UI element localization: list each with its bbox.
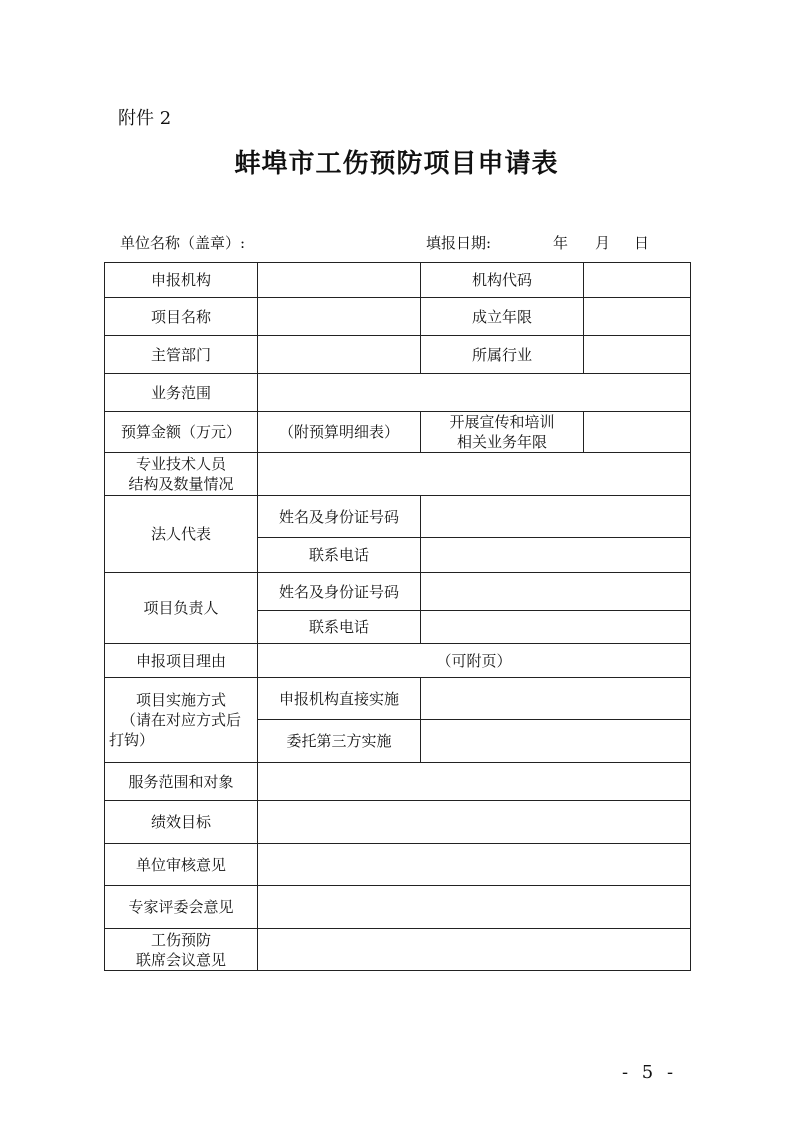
project-name-value-cell[interactable] [258,298,421,336]
legal-rep-phone-label: 联系电话 [258,538,421,573]
project-lead-phone-value-cell[interactable] [421,611,691,644]
expert-review-label: 专家评委会意见 [105,886,258,929]
supervisor-dept-value-cell[interactable] [258,336,421,374]
reason-value-cell[interactable]: （可附页） [258,644,691,678]
year-label: 年 [553,234,569,252]
supervisor-dept-label: 主管部门 [105,336,258,374]
training-years-value-cell[interactable] [584,412,691,453]
staff-label-line2: 结构及数量情况 [128,475,234,493]
project-lead-phone-label: 联系电话 [258,611,421,644]
page-number: - 5 - [622,1062,678,1083]
form-row-reason [105,644,691,678]
form-row-method-direct [105,678,691,720]
method-third-party-check-cell[interactable] [421,720,691,763]
month-label: 月 [595,234,611,252]
method-label-line1: 项目实施方式 [135,691,226,709]
service-scope-label: 服务范围和对象 [105,763,258,801]
org-value-cell[interactable] [258,263,421,298]
performance-goal-label: 绩效目标 [105,801,258,844]
legal-rep-label: 法人代表 [105,496,258,573]
joint-meeting-label-line2: 联席会议意见 [135,950,226,969]
industry-label: 所属行业 [421,336,584,374]
form-row-budget [105,412,691,453]
form-row-legal-rep-id [105,496,691,538]
attachment-label: 附件 2 [118,108,172,129]
training-years-label-line1: 开展宣传和培训 [449,413,555,431]
form-row-expert-review [105,886,691,929]
form-row-org [105,263,691,298]
form-row-supervisor [105,336,691,374]
legal-rep-name-id-value-cell[interactable] [421,496,691,538]
form-row-business-scope [105,374,691,412]
form-row-unit-review [105,844,691,886]
method-label-line3: 打钩） [109,731,155,749]
training-years-label-line2: 相关业务年限 [456,433,547,451]
business-scope-label: 业务范围 [105,374,258,412]
application-form-table [104,262,691,971]
method-label [105,678,258,763]
fill-date-label: 填报日期: [426,234,492,252]
project-lead-name-id-label: 姓名及身份证号码 [258,573,421,611]
reason-label: 申报项目理由 [105,644,258,678]
form-row-project-name [105,298,691,336]
form-row-performance [105,801,691,844]
form-row-service-scope [105,763,691,801]
industry-value-cell[interactable] [584,336,691,374]
budget-label: 预算金额（万元） [105,412,258,453]
project-lead-name-id-value-cell[interactable] [421,573,691,611]
budget-note[interactable]: （附预算明细表） [258,412,421,453]
joint-meeting-label [105,929,258,971]
unit-review-label: 单位审核意见 [105,844,258,886]
project-name-label: 项目名称 [105,298,258,336]
years-established-label: 成立年限 [421,298,584,336]
org-code-value-cell[interactable] [584,263,691,298]
staff-label [105,453,258,496]
form-title: 蚌埠市工伤预防项目申请表 [234,149,559,179]
form-row-joint-meeting [105,929,691,971]
day-label: 日 [634,234,650,252]
staff-value-cell[interactable] [258,453,691,496]
legal-rep-phone-value-cell[interactable] [421,538,691,573]
training-years-label [421,412,584,453]
joint-meeting-label-line1: 工伤预防 [150,930,211,949]
business-scope-value-cell[interactable] [258,374,691,412]
performance-goal-value-cell[interactable] [258,801,691,844]
form-row-staff [105,453,691,496]
project-lead-label: 项目负责人 [105,573,258,644]
org-label: 申报机构 [105,263,258,298]
method-third-party-label: 委托第三方实施 [258,720,421,763]
legal-rep-name-id-label: 姓名及身份证号码 [258,496,421,538]
form-row-lead-id [105,573,691,611]
unit-name-label: 单位名称（盖章）: [120,234,246,252]
staff-label-line1: 专业技术人员 [135,455,226,473]
org-code-label: 机构代码 [421,263,584,298]
method-label-line2: （请在对应方式后 [120,711,241,729]
service-scope-value-cell[interactable] [258,763,691,801]
years-established-value-cell[interactable] [584,298,691,336]
unit-review-value-cell[interactable] [258,844,691,886]
joint-meeting-value-cell[interactable] [258,929,691,971]
expert-review-value-cell[interactable] [258,886,691,929]
method-direct-check-cell[interactable] [421,678,691,720]
method-direct-label: 申报机构直接实施 [258,678,421,720]
